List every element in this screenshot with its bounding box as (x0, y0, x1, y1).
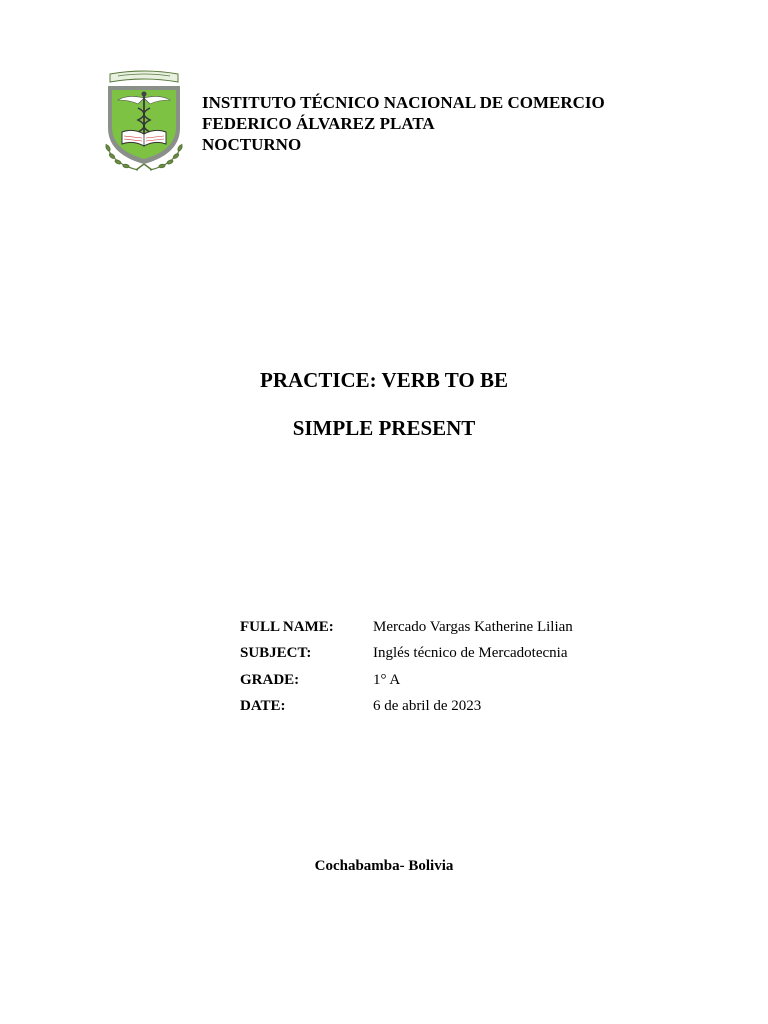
info-row-full-name (240, 614, 573, 641)
institution-shift: NOCTURNO (202, 135, 302, 154)
info-label: SUBJECT: (240, 645, 312, 662)
student-info-block (240, 614, 573, 720)
institution-name: INSTITUTO TÉCNICO NACIONAL DE COMERCIO (202, 93, 605, 112)
location-footer: Cochabamba- Bolivia (314, 858, 454, 874)
info-label: FULL NAME: (240, 618, 334, 635)
document-title: PRACTICE: VERB TO BE (260, 368, 508, 392)
info-row-grade (240, 667, 573, 694)
info-value: 1° A (373, 671, 401, 688)
info-label: GRADE: (240, 671, 300, 688)
info-value: 6 de abril de 2023 (373, 698, 482, 715)
info-label: DATE: (240, 698, 286, 715)
info-row-subject (240, 641, 573, 668)
school-crest-icon (98, 66, 190, 176)
info-value: Inglés técnico de Mercadotecnia (373, 645, 568, 662)
institution-subname: FEDERICO ÁLVAREZ PLATA (202, 114, 435, 133)
document-subtitle: SIMPLE PRESENT (292, 416, 476, 440)
info-value: Mercado Vargas Katherine Lilian (373, 618, 573, 635)
institution-header (202, 92, 605, 155)
info-row-date (240, 694, 573, 721)
